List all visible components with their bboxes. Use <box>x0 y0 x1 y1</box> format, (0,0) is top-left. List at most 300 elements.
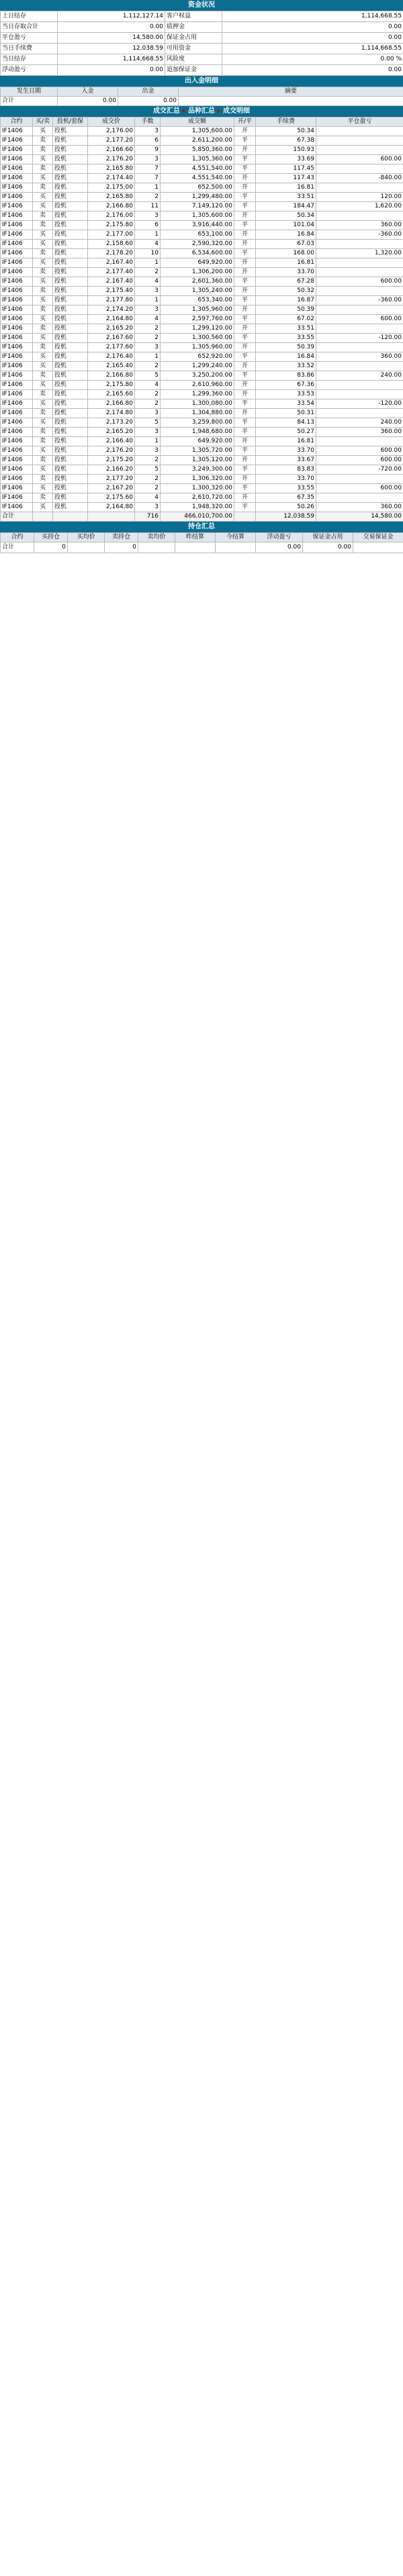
deal-cell: IF1406 <box>1 155 33 164</box>
deal-cell: 1,300,320.00 <box>161 484 234 493</box>
deal-cell: 卖 <box>33 371 53 381</box>
table-row <box>1 493 403 503</box>
deal-cell: 卖 <box>33 493 53 503</box>
deal-cell: 投机 <box>53 381 88 390</box>
deal-cell: 6 <box>135 221 161 230</box>
deal-cell: 投机 <box>53 334 88 343</box>
deal-cell: 2,176.40 <box>88 352 135 362</box>
deal-cell: IF1406 <box>1 146 33 155</box>
table-row <box>1 230 403 240</box>
deal-cell: 50.39 <box>256 305 316 315</box>
deal-cell: 2,174.40 <box>88 174 135 183</box>
inout-table <box>0 87 403 106</box>
funds-left-label: 上日结存 <box>1 11 58 22</box>
hold-col-header: 卖持仓 <box>105 533 138 542</box>
hold-col-header: 买均价 <box>68 533 105 542</box>
deal-cell: 投机 <box>53 352 88 362</box>
deal-cell: IF1406 <box>1 240 33 249</box>
inout-col-memo: 摘要 <box>179 87 403 97</box>
deal-cell: 投机 <box>53 268 88 277</box>
deal-cell: IF1406 <box>1 456 33 465</box>
funds-left-label: 浮动盈亏 <box>1 65 58 76</box>
deal-cell: 67.38 <box>256 136 316 146</box>
deal-cell: 平 <box>234 193 256 202</box>
deal-cell: 33.52 <box>256 362 316 371</box>
deal-cell: 2,164.80 <box>88 503 135 512</box>
deal-cell: 1 <box>135 437 161 446</box>
deal-cell: 3,250,200.00 <box>161 371 234 381</box>
table-row <box>1 277 403 287</box>
deal-cell: 1,305,960.00 <box>161 343 234 352</box>
deal-cell: 开 <box>234 324 256 334</box>
deal-cell: 33.51 <box>256 324 316 334</box>
deal-cell: 买 <box>33 155 53 164</box>
hold-col-header: 昨结算 <box>175 533 216 542</box>
deal-cell: 平 <box>234 503 256 512</box>
deal-cell: IF1406 <box>1 343 33 352</box>
deal-cell: 33.70 <box>256 475 316 484</box>
deal-cell: 1 <box>135 296 161 305</box>
deal-cell: 2,167.40 <box>88 258 135 268</box>
deal-cell: 卖 <box>33 164 53 174</box>
deal-cell: 2,166.60 <box>88 146 135 155</box>
deal-cell: 开 <box>234 381 256 390</box>
table-row <box>1 211 403 221</box>
deal-cell: 5,850,360.00 <box>161 146 234 155</box>
funds-right-value: 0.00 <box>222 33 403 44</box>
deal-cell: 投机 <box>53 456 88 465</box>
deal-cell: 2 <box>135 334 161 343</box>
funds-row <box>1 11 403 22</box>
deal-cell: 平 <box>234 202 256 211</box>
deal-cell: IF1406 <box>1 268 33 277</box>
funds-right-label: 可用资金 <box>165 44 222 54</box>
deal-cell: 67.28 <box>256 277 316 287</box>
deal-cell: IF1406 <box>1 305 33 315</box>
deal-cell: 50.32 <box>256 287 316 296</box>
deal-cell: 11 <box>135 202 161 211</box>
deal-cell: 买 <box>33 230 53 240</box>
deal-cell: 3 <box>135 343 161 352</box>
deal-cell: 买 <box>33 465 53 475</box>
deal-cell: 平 <box>234 428 256 437</box>
deal-cell: 3 <box>135 155 161 164</box>
funds-left-label: 平仓盈亏 <box>1 33 58 44</box>
deal-cell: 1,948,320.00 <box>161 503 234 512</box>
deal-cell: 卖 <box>33 390 53 399</box>
deal-cell: 1,305,960.00 <box>161 305 234 315</box>
deal-cell: 开 <box>234 305 256 315</box>
deal-cell: 33.69 <box>256 155 316 164</box>
deal-cell: 开 <box>234 287 256 296</box>
deal-cell <box>316 343 403 352</box>
hold-total-label: 合计 <box>1 542 34 553</box>
deal-cell: 2 <box>135 193 161 202</box>
deal-cell: 6,534,600.00 <box>161 249 234 258</box>
deal-cell: 平 <box>234 315 256 324</box>
deal-cell: 买 <box>33 484 53 493</box>
deal-cell: 3 <box>135 446 161 456</box>
deal-cell: 投机 <box>53 305 88 315</box>
deal-cell: 投机 <box>53 343 88 352</box>
deals-title: 成交汇总 <box>153 107 180 115</box>
deal-cell: 开 <box>234 183 256 193</box>
deal-cell: 7,149,120.00 <box>161 202 234 211</box>
deal-cell: 买 <box>33 399 53 409</box>
deal-cell: 买 <box>33 193 53 202</box>
deal-cell: 开 <box>234 240 256 249</box>
deals-sub-b-icon: ▸ <box>217 107 223 115</box>
deal-cell: 2,174.20 <box>88 305 135 315</box>
deal-cell: 2,601,360.00 <box>161 277 234 287</box>
deal-cell: 卖 <box>33 287 53 296</box>
deal-cell: IF1406 <box>1 174 33 183</box>
deal-cell: 2,177.80 <box>88 296 135 305</box>
deal-cell: IF1406 <box>1 193 33 202</box>
deal-cell <box>316 305 403 315</box>
deal-cell: IF1406 <box>1 211 33 221</box>
deal-cell: 120.00 <box>316 193 403 202</box>
deals-col-header: 投机/套保 <box>53 117 88 127</box>
deal-cell: -120.00 <box>316 399 403 409</box>
deal-cell: 2,165.40 <box>88 362 135 371</box>
deals-section-title <box>0 106 403 117</box>
deal-cell: 101.04 <box>256 221 316 230</box>
deal-cell: 360.00 <box>316 428 403 437</box>
deal-cell: 1 <box>135 230 161 240</box>
deal-cell <box>316 437 403 446</box>
deal-cell: 平 <box>234 352 256 362</box>
table-row <box>1 249 403 258</box>
deal-cell: 2,175.80 <box>88 381 135 390</box>
inout-total-out: 0.00 <box>118 97 179 106</box>
deal-cell: 2,165.60 <box>88 390 135 399</box>
deals-total-label: 合计 <box>1 512 33 522</box>
deals-total-row <box>1 512 403 522</box>
hold-total-sell: 0 <box>105 542 138 553</box>
deal-cell: IF1406 <box>1 315 33 324</box>
funds-right-value: 0.00 <box>222 22 403 33</box>
deal-cell: 1,305,240.00 <box>161 287 234 296</box>
deal-cell: 买 <box>33 240 53 249</box>
deal-cell: 买 <box>33 503 53 512</box>
deal-cell: 卖 <box>33 437 53 446</box>
deal-cell: 2,597,760.00 <box>161 315 234 324</box>
deal-cell: 平 <box>234 136 256 146</box>
deal-cell: 600.00 <box>316 277 403 287</box>
deal-cell: 投机 <box>53 240 88 249</box>
deal-cell: 2,166.20 <box>88 465 135 475</box>
deals-table <box>0 117 403 522</box>
inout-total-label: 合计 <box>1 97 58 106</box>
deal-cell: 买 <box>33 258 53 268</box>
deal-cell: 2,173.20 <box>88 418 135 428</box>
funds-row <box>1 54 403 65</box>
hold-table <box>0 532 403 553</box>
deal-cell: 投机 <box>53 475 88 484</box>
deals-total-fee: 12,038.59 <box>256 512 316 522</box>
table-row <box>1 164 403 174</box>
deal-cell: 67.36 <box>256 381 316 390</box>
deal-cell: 652,920.00 <box>161 352 234 362</box>
deal-cell: 卖 <box>33 428 53 437</box>
deal-cell <box>316 381 403 390</box>
hold-total-buy: 0 <box>34 542 68 553</box>
deal-cell: 1 <box>135 352 161 362</box>
deal-cell: 平 <box>234 465 256 475</box>
table-row <box>1 475 403 484</box>
deal-cell <box>316 164 403 174</box>
deal-cell: 投机 <box>53 202 88 211</box>
funds-left-value: 0.00 <box>58 22 165 33</box>
deal-cell: 360.00 <box>316 503 403 512</box>
deal-cell: 开 <box>234 146 256 155</box>
deal-cell: IF1406 <box>1 258 33 268</box>
deal-cell: 2,610,960.00 <box>161 381 234 390</box>
deal-cell: 开 <box>234 268 256 277</box>
funds-right-value: 1,114,668.55 <box>222 11 403 22</box>
table-row <box>1 390 403 399</box>
deal-cell: 买 <box>33 277 53 287</box>
deal-cell: 买 <box>33 334 53 343</box>
deal-cell: 卖 <box>33 211 53 221</box>
deals-subtitle-a: 品种汇总 <box>188 107 215 115</box>
deal-cell: 653,340.00 <box>161 296 234 305</box>
deal-cell: 买 <box>33 446 53 456</box>
deal-cell: 开 <box>234 409 256 418</box>
deal-cell: 1,305,720.00 <box>161 446 234 456</box>
table-row <box>1 343 403 352</box>
deal-cell: 4,551,540.00 <box>161 174 234 183</box>
deal-cell: 16.81 <box>256 258 316 268</box>
deal-cell <box>316 493 403 503</box>
deals-total-amount: 466,010,700.00 <box>161 512 234 522</box>
deal-cell: 4 <box>135 277 161 287</box>
deal-cell: 2,177.20 <box>88 136 135 146</box>
deal-cell: 1,299,480.00 <box>161 193 234 202</box>
funds-right-label: 质押金 <box>165 22 222 33</box>
inout-total-row <box>1 97 403 106</box>
deal-cell: IF1406 <box>1 324 33 334</box>
deal-cell: 67.03 <box>256 240 316 249</box>
deal-cell: 240.00 <box>316 371 403 381</box>
deal-cell: IF1406 <box>1 287 33 296</box>
funds-left-value: 1,114,668.55 <box>58 54 165 65</box>
hold-col-header: 今结算 <box>216 533 256 542</box>
deal-cell: 649,920.00 <box>161 258 234 268</box>
deal-cell <box>316 390 403 399</box>
inout-col-out: 出金 <box>118 87 179 97</box>
deal-cell: 50.31 <box>256 409 316 418</box>
deal-cell: 2 <box>135 456 161 465</box>
deals-col-header: 手续费 <box>256 117 316 127</box>
deals-subtitle-b: 成交明细 <box>223 107 250 115</box>
deal-cell: 1,299,360.00 <box>161 390 234 399</box>
deal-cell: 投机 <box>53 503 88 512</box>
deal-cell: 2,177.60 <box>88 343 135 352</box>
deals-col-header: 买/卖 <box>33 117 53 127</box>
settlement-statement <box>0 0 403 553</box>
deal-cell: 买 <box>33 362 53 371</box>
hold-col-header: 交易保证金 <box>353 533 403 542</box>
table-row <box>1 503 403 512</box>
deal-cell: IF1406 <box>1 503 33 512</box>
deal-cell: IF1406 <box>1 446 33 456</box>
deal-cell: IF1406 <box>1 249 33 258</box>
deal-cell: 投机 <box>53 418 88 428</box>
deal-cell: 开 <box>234 493 256 503</box>
deal-cell: 投机 <box>53 258 88 268</box>
deal-cell: 买 <box>33 174 53 183</box>
funds-left-label: 当日存取合计 <box>1 22 58 33</box>
deal-cell: 7 <box>135 164 161 174</box>
deal-cell: 开 <box>234 475 256 484</box>
table-row <box>1 127 403 136</box>
deal-cell: 1,620.00 <box>316 202 403 211</box>
table-row <box>1 221 403 230</box>
deal-cell: 1,948,680.00 <box>161 428 234 437</box>
deal-cell: 投机 <box>53 437 88 446</box>
table-row <box>1 456 403 465</box>
deal-cell: 4 <box>135 493 161 503</box>
deal-cell: IF1406 <box>1 221 33 230</box>
deal-cell: 4 <box>135 381 161 390</box>
deal-cell: 2,175.60 <box>88 493 135 503</box>
table-row <box>1 240 403 249</box>
deal-cell: 卖 <box>33 475 53 484</box>
table-row <box>1 324 403 334</box>
deal-cell: 1 <box>135 183 161 193</box>
deal-cell: 1,299,120.00 <box>161 324 234 334</box>
deal-cell: 1,305,360.00 <box>161 155 234 164</box>
deal-cell: 投机 <box>53 465 88 475</box>
deal-cell: 投机 <box>53 146 88 155</box>
deal-cell: 开 <box>234 343 256 352</box>
deals-col-header: 合约 <box>1 117 33 127</box>
deal-cell: 2,166.80 <box>88 399 135 409</box>
deal-cell: 开 <box>234 174 256 183</box>
deal-cell: 2,590,320.00 <box>161 240 234 249</box>
deal-cell: 2,158.60 <box>88 240 135 249</box>
deal-cell: 2,166.80 <box>88 202 135 211</box>
funds-row <box>1 22 403 33</box>
deal-cell: 600.00 <box>316 155 403 164</box>
deal-cell: 168.00 <box>256 249 316 258</box>
deal-cell: 投机 <box>53 287 88 296</box>
deal-cell: 67.35 <box>256 493 316 503</box>
table-row <box>1 202 403 211</box>
deal-cell: 9 <box>135 146 161 155</box>
deal-cell: 投机 <box>53 493 88 503</box>
funds-right-label: 保证金占用 <box>165 33 222 44</box>
table-row <box>1 399 403 409</box>
deal-cell: 2 <box>135 475 161 484</box>
deal-cell: 50.39 <box>256 343 316 352</box>
table-row <box>1 446 403 456</box>
deal-cell: IF1406 <box>1 164 33 174</box>
deal-cell: 2,165.20 <box>88 428 135 437</box>
deal-cell: 投机 <box>53 296 88 305</box>
deal-cell: 3 <box>135 305 161 315</box>
deal-cell: 平 <box>234 484 256 493</box>
deal-cell: 1,300,560.00 <box>161 334 234 343</box>
hold-col-header: 浮动盈亏 <box>256 533 303 542</box>
deal-cell: 卖 <box>33 305 53 315</box>
deal-cell: 117.45 <box>256 164 316 174</box>
deal-cell: 2,165.80 <box>88 164 135 174</box>
deal-cell: 16.87 <box>256 296 316 305</box>
table-row <box>1 155 403 164</box>
deal-cell: 买 <box>33 127 53 136</box>
inout-col-date: 发生日期 <box>1 87 58 97</box>
deal-cell: 投机 <box>53 315 88 324</box>
deal-cell: 2,175.40 <box>88 287 135 296</box>
deals-col-header: 手数 <box>135 117 161 127</box>
deal-cell: 投机 <box>53 390 88 399</box>
deal-cell: 33.55 <box>256 334 316 343</box>
deal-cell: 2,611,200.00 <box>161 136 234 146</box>
deal-cell: 10 <box>135 249 161 258</box>
deal-cell: 平 <box>234 164 256 174</box>
deal-cell: 240.00 <box>316 418 403 428</box>
deal-cell: -840.00 <box>316 174 403 183</box>
funds-left-label: 当日结存 <box>1 54 58 65</box>
deal-cell: -120.00 <box>316 334 403 343</box>
deal-cell: 4 <box>135 240 161 249</box>
deal-cell: 开 <box>234 456 256 465</box>
table-row <box>1 305 403 315</box>
table-row <box>1 268 403 277</box>
deal-cell <box>316 362 403 371</box>
deal-cell: 2,176.20 <box>88 155 135 164</box>
deal-cell <box>316 287 403 296</box>
funds-left-label: 当日手续费 <box>1 44 58 54</box>
deal-cell: 16.84 <box>256 352 316 362</box>
funds-left-value: 0.00 <box>58 65 165 76</box>
table-row <box>1 409 403 418</box>
deal-cell: 投机 <box>53 371 88 381</box>
deal-cell: 平 <box>234 446 256 456</box>
deal-cell: 1,300,080.00 <box>161 399 234 409</box>
deal-cell: 开 <box>234 362 256 371</box>
deal-cell: 投机 <box>53 230 88 240</box>
deal-cell <box>316 127 403 136</box>
deal-cell: 卖 <box>33 324 53 334</box>
table-row <box>1 418 403 428</box>
deal-cell: 2 <box>135 324 161 334</box>
deal-cell: IF1406 <box>1 183 33 193</box>
deal-cell: 2,165.20 <box>88 324 135 334</box>
deal-cell: IF1406 <box>1 352 33 362</box>
hold-total-row <box>1 542 403 553</box>
deal-cell: 2,175.80 <box>88 221 135 230</box>
deal-cell: 5 <box>135 371 161 381</box>
deal-cell: 投机 <box>53 362 88 371</box>
deal-cell: 投机 <box>53 446 88 456</box>
deal-cell: 2,176.20 <box>88 446 135 456</box>
inout-section-title: 出入金明细 <box>0 76 403 87</box>
deal-cell: -360.00 <box>316 296 403 305</box>
deal-cell: 83.86 <box>256 371 316 381</box>
deal-cell: 3 <box>135 428 161 437</box>
deal-cell: 平 <box>234 249 256 258</box>
deal-cell: 7 <box>135 174 161 183</box>
deal-cell: IF1406 <box>1 371 33 381</box>
table-row <box>1 334 403 343</box>
funds-right-label: 追加保证金 <box>165 65 222 76</box>
deal-cell: 33.51 <box>256 193 316 202</box>
deals-col-header: 成交价 <box>88 117 135 127</box>
